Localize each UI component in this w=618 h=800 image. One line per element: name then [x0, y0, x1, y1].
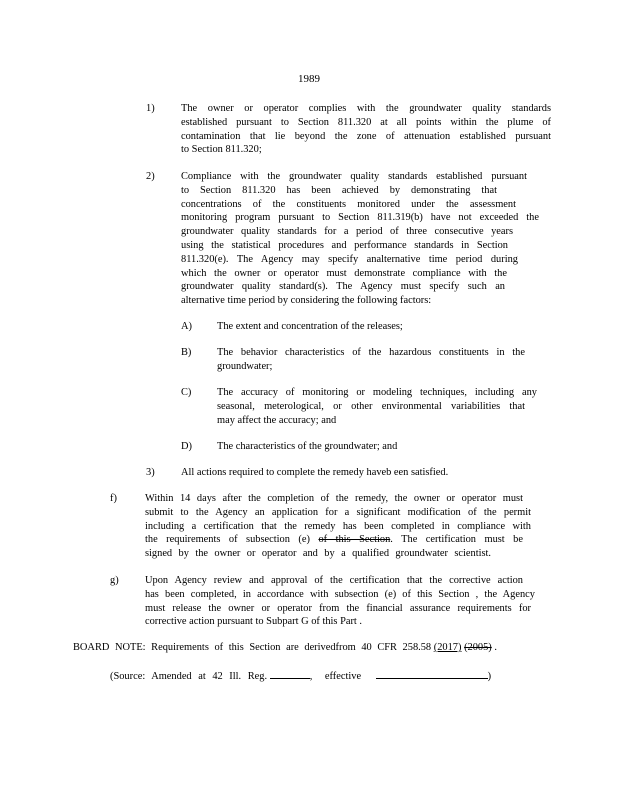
text-line: Upon Agency review and approval of the certification that the corrective action: [145, 575, 523, 586]
inserted-year: (2017): [433, 642, 462, 653]
text-line: concentrations of the constituents monitored under the assessment: [181, 198, 516, 210]
text-line: has been completed, in accordance with subsection (e) of this Section , the Agency: [145, 588, 535, 600]
source-text: (Source: Amended at 42 Ill. Reg.: [110, 671, 268, 682]
list-text: [217, 346, 525, 374]
source-separator: ,: [309, 671, 313, 682]
list-marker: 1): [146, 103, 155, 114]
text-segment: . The certification must be: [390, 534, 523, 546]
effective-label: effective: [324, 671, 362, 682]
list-marker: g): [110, 575, 119, 586]
board-note-text: BOARD NOTE: Requirements of this Section are derivedfrom 40 CFR 258.58: [73, 642, 432, 653]
list-text: [217, 320, 517, 334]
text-line: submit to the Agency an application for a significant modification of the permit: [145, 506, 531, 518]
text-line: The extent and concentration of the releases;: [217, 321, 403, 332]
list-text: [181, 102, 551, 157]
text-line: groundwater quality standards for a period of three consecutive years: [181, 226, 513, 238]
list-text: [181, 170, 539, 308]
list-text: [217, 440, 517, 454]
text-line: monitoring program pursuant to Section 811.319(b) have not exceeded the: [181, 212, 539, 224]
text-segment: the requirements of subsection (e): [145, 534, 310, 546]
text-line: 811.320(e). The Agency may specify analternative time period during: [181, 253, 518, 265]
text-line: The owner or operator complies with the groundwater quality standards: [181, 103, 551, 114]
list-marker: C): [181, 387, 192, 398]
text-line: alternative time period by considering the following factors:: [181, 295, 432, 307]
text-line: The behavior characteristics of the hazardous constituents in the: [217, 347, 525, 358]
text-line: established pursuant to Section 811.320 at all points within the plume of: [181, 116, 551, 128]
text-line: corrective action pursuant to Subpart G of this Part .: [145, 616, 362, 628]
text-line: may affect the accuracy; and: [217, 414, 337, 426]
list-marker: D): [181, 441, 192, 452]
text-line: contamination that lie beyond the zone of attenuation established pursuant: [181, 130, 551, 142]
list-text: [145, 574, 535, 629]
list-text: [181, 466, 501, 480]
deleted-year: (2005): [464, 642, 492, 653]
source-note: [110, 667, 491, 684]
list-marker: 2): [146, 171, 155, 182]
effective-date-blank: [376, 667, 488, 679]
text-line: The accuracy of monitoring or modeling techniques, including any: [217, 387, 537, 398]
text-line: which the owner or operator must demonstrate compliance with the: [181, 267, 507, 279]
text-line: including a certification that the remedy has been completed in compliance with: [145, 520, 531, 532]
source-close: ): [487, 671, 492, 682]
list-text: [145, 492, 531, 561]
list-marker: 3): [146, 467, 155, 478]
text-line: Compliance with the groundwater quality standards established pursuant: [181, 171, 527, 182]
text-line: groundwater;: [217, 360, 273, 372]
text-line: Within 14 days after the completion of the remedy, the owner or operator must: [145, 493, 523, 504]
list-marker: f): [110, 493, 117, 504]
register-blank: [270, 667, 310, 679]
text-line: to Section 811.320;: [181, 144, 262, 156]
list-text: [217, 386, 537, 427]
text-line: The characteristics of the groundwater; and: [217, 441, 398, 452]
text-line: [145, 533, 523, 547]
text-line: signed by the owner or operator and by a qualified groundwater scientist.: [145, 548, 491, 560]
text-line: seasonal, meterological, or other environmental variabilities that: [217, 400, 525, 412]
list-marker: B): [181, 347, 192, 358]
text-line: All actions required to complete the remedy haveb een satisfied.: [181, 467, 449, 478]
strikethrough-text: of this Section: [318, 534, 391, 546]
text-line: using the statistical procedures and performance standards in Section: [181, 239, 508, 251]
page-number: 1989: [298, 73, 320, 85]
text-line: to Section 811.320 has been achieved by demonstrating that: [181, 184, 497, 196]
board-note-end: .: [494, 642, 497, 653]
board-note: [73, 641, 497, 655]
text-line: must release the owner or operator from the financial assurance requirements for: [145, 602, 531, 614]
text-line: groundwater quality standard(s). The Agency must specify such an: [181, 281, 505, 293]
list-marker: A): [181, 321, 192, 332]
